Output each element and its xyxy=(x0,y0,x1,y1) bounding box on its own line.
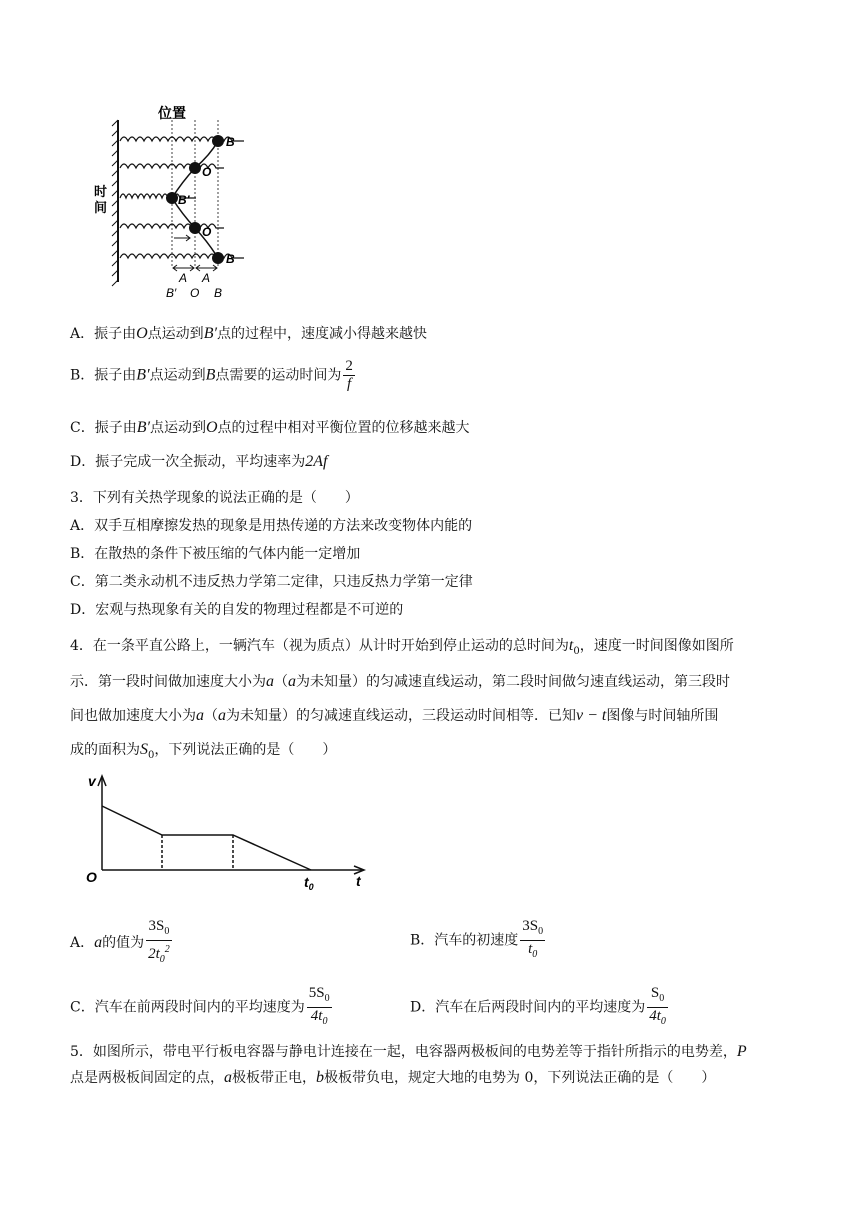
fig1-label-B-bottom: B xyxy=(226,252,235,266)
q3-stem: 3．下列有关热学现象的说法正确的是（ ） xyxy=(70,490,359,506)
graph-t0-label: $t_0$ xyxy=(304,874,314,892)
q3-option-a: A．双手互相摩擦发热的现象是用热传递的方法来改变物体内能的 xyxy=(70,518,473,534)
fig1-axis-Bp: B′ xyxy=(166,286,177,300)
q5-stem-line-2: 点是两极板间固定的点，a极板带正电，b极板带负电，规定大地的电势为 0，下列说法正确的是（ ） xyxy=(70,1069,716,1086)
velocity-time-graph xyxy=(80,770,380,892)
q2-option-c: C．振子由B′点运动到O点的过程中相对平衡位置的位移越来越大 xyxy=(70,419,470,436)
fig1-label-A-left: A xyxy=(179,271,188,285)
q4-stem-line-4: 成的面积为$S_0$，下列说法正确的是（ ） xyxy=(70,741,337,761)
fig1-label-Bp: B′ xyxy=(178,193,190,207)
q3-option-b: B．在散热的条件下被压缩的气体内能一定增加 xyxy=(70,546,361,562)
q3-option-d: D．宏观与热现象有关的自发的物理过程都是不可逆的 xyxy=(70,602,404,618)
fig1-label-B-top: B xyxy=(226,135,235,149)
fig1-label-O-top: O xyxy=(202,165,212,179)
q4-option-b: B．汽车的初速度 $\frac{3S_0}{t_0}$ xyxy=(410,918,544,960)
graph-t-label: t xyxy=(356,873,361,889)
q4-option-a: A．a的值为 $\frac{3S_0}{2t_0^2}$ xyxy=(70,918,170,965)
q2b-fraction: $\frac{2}{f}$ xyxy=(345,358,353,392)
graph-origin-label: O xyxy=(86,869,97,885)
fig1-ylabel-1: 时 xyxy=(94,184,108,199)
q2-option-a: A．振子由O点运动到B′点的过程中，速度减小得越来越快 xyxy=(70,325,427,342)
q4-option-c: C．汽车在前两段时间内的平均速度为 $\frac{5S_0}{4t_0}$ xyxy=(70,985,330,1027)
fig1-title: 位置 xyxy=(158,105,186,121)
fig1-label-A-right: A xyxy=(202,271,211,285)
fig1-label-O-bottom: O xyxy=(202,225,212,239)
q4-stem-line-1: 4．在一条平直公路上，一辆汽车（视为质点）从计时开始到停止运动的总时间为$t_0$，速度一时间图像如图所 xyxy=(70,637,734,657)
fig1-axis-B: B xyxy=(214,286,223,300)
q4-stem-line-2: 示．第一段时间做加速度大小为a（a为未知量）的匀减速直线运动，第二段时间做匀速直线运动，第三段时 xyxy=(70,673,730,690)
q4-option-d: D．汽车在后两段时间内的平均速度为 $\frac{S_0}{4t_0}$ xyxy=(410,985,666,1027)
q5-stem-line-1: 5．如图所示，带电平行板电容器与静电计连接在一起，电容器两极板间的电势差等于指针所指示的电势差，P xyxy=(70,1043,747,1060)
fig1-ylabel-2: 间 xyxy=(94,200,108,215)
spring-oscillator-figure xyxy=(90,100,260,300)
graph-v-label: v xyxy=(88,773,96,789)
q2-option-d: D．振子完成一次全振动，平均速率为2Af xyxy=(70,453,328,470)
q2-option-b: B．振子由B′点运动到B点需要的运动时间为 $\frac{2}{f}$ xyxy=(70,358,353,392)
q3-option-c: C．第二类永动机不违反热力学第二定律，只违反热力学第一定律 xyxy=(70,574,473,590)
q4-stem-line-3: 间也做加速度大小为a（a为未知量）的匀减速直线运动，三段运动时间相等．已知v − t图像与时间轴所围 xyxy=(70,707,719,724)
fig1-axis-O: O xyxy=(190,286,200,300)
